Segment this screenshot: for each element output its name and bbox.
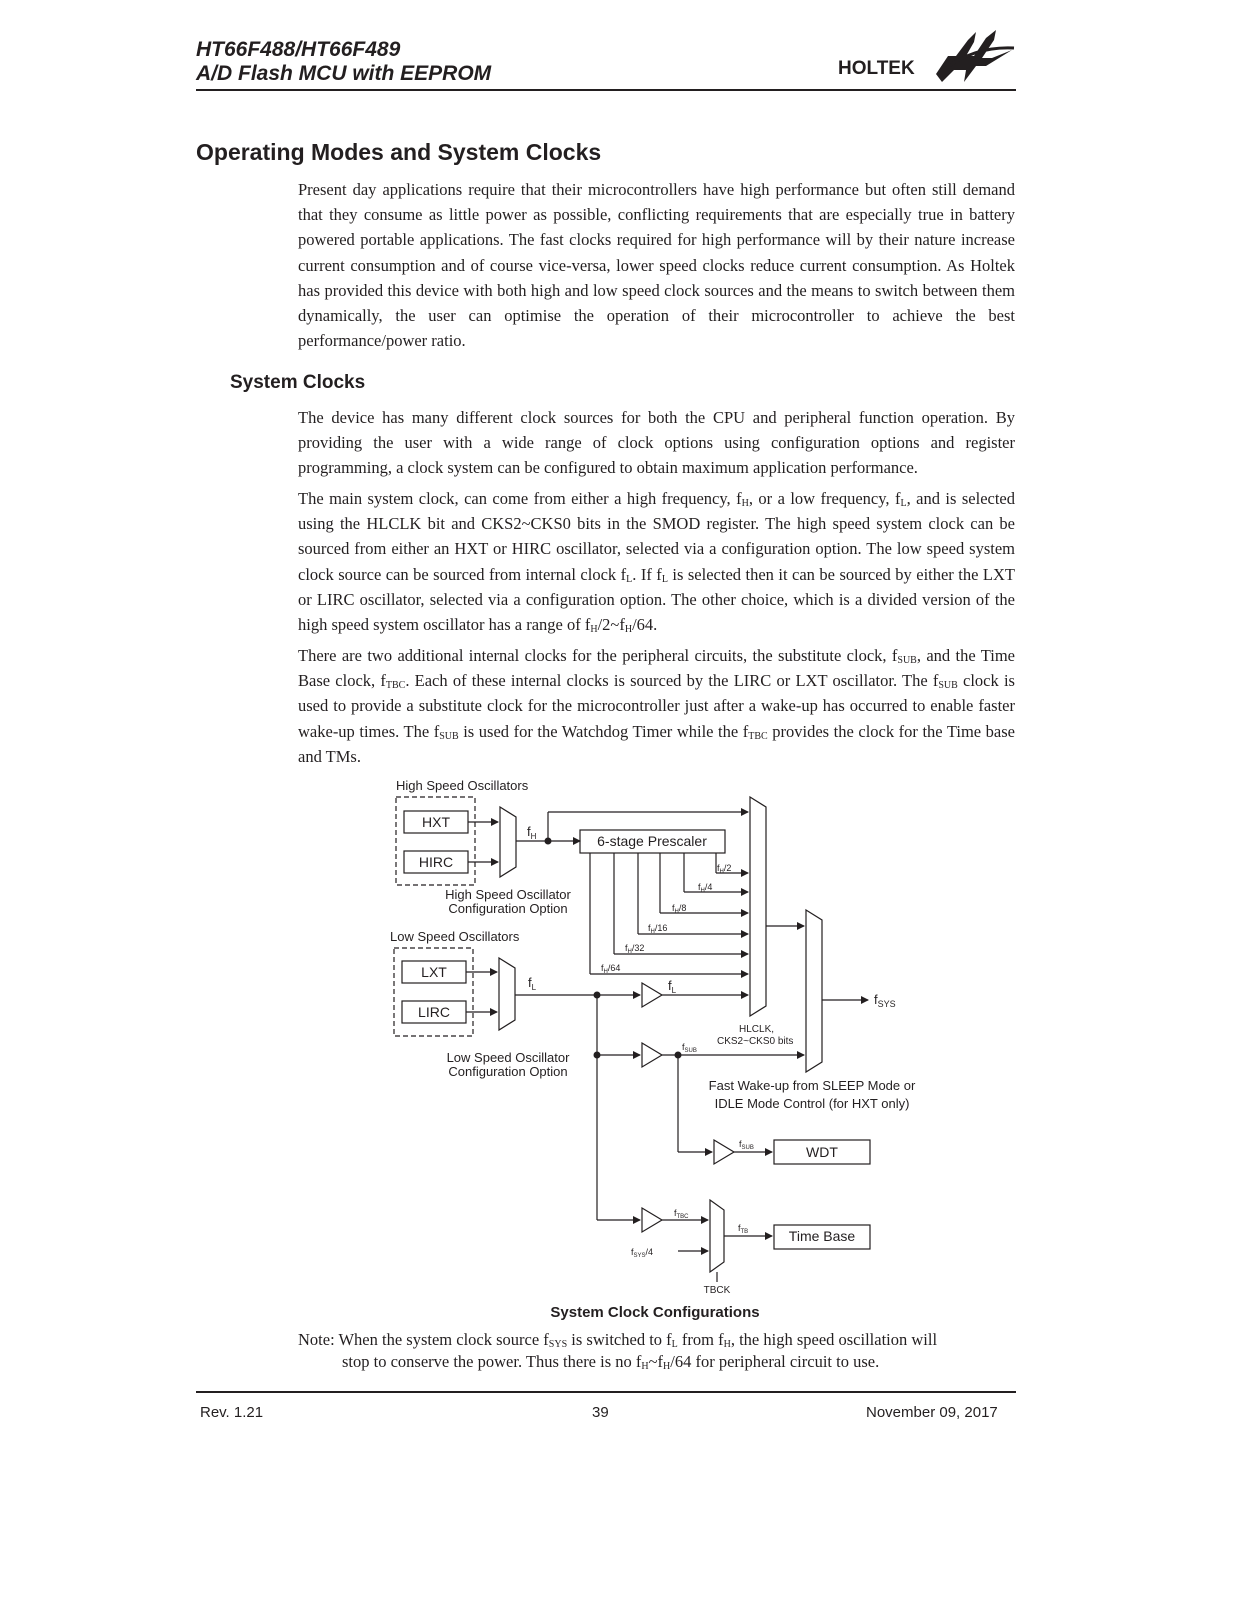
ls-config-line2: Configuration Option (448, 1064, 568, 1079)
paragraph-main-system-clock: The main system clock, can come from either a high frequency, $f_H$, or a low frequency, $f_L$, and is selected using the HLCLK bit and CKS2~CKS0 bits in the SMOD register. The high speed system clock can be sourced from either an HXT or HIRC oscillator, selected via a configuration option. The low speed system clock source can be sourced from internal clock $f_L$. If $f_L$ is selected then it can be sourced by either the LXT or LIRC oscillator, selected via a configuration option. The other choice, which is a divided version of the high speed system oscillator has a range of $f_H/2\sim f_H/64$. (298, 489, 1015, 636)
section-title: Operating Modes and System Clocks (196, 139, 602, 165)
wakeup-line1: Fast Wake-up from SLEEP Mode or (708, 1078, 916, 1093)
wdt-label: WDT (806, 1144, 838, 1160)
subsection-title: System Clocks (230, 372, 366, 393)
prescaler-label: 6-stage Prescaler (597, 833, 707, 849)
footer-page-number: 39 (592, 1404, 609, 1421)
fsub-label: $f_{SUB}$ (682, 1042, 697, 1054)
div64-label: $f_H/64$ (601, 963, 621, 975)
hs-config-line2: Configuration Option (448, 901, 568, 916)
header-part-number: HT66F488/HT66F489 (196, 38, 401, 61)
wdt-buffer (714, 1140, 734, 1164)
div4-label: $f_H/4$ (698, 882, 713, 894)
fl-label-buffer: $f_L$ (668, 978, 677, 995)
hs-config-line1: High Speed Oscillator (445, 887, 571, 902)
high-speed-group-box (396, 797, 475, 885)
fsub-wdt-label: $f_{SUB}$ (739, 1139, 754, 1151)
high-speed-group-label: High Speed Oscillators (396, 778, 529, 793)
hxt-label: HXT (422, 814, 450, 830)
paragraph-clock-sources: The device has many different clock sources for both the CPU and peripheral function operation. By providing the user with a wide range of clock options using configuration options and register programming, a clock system can be configured to obtain maximum application performance. (298, 408, 1015, 478)
div2-label: $f_H/2$ (717, 863, 732, 875)
low-speed-group-label: Low Speed Oscillators (390, 929, 520, 944)
lirc-label: LIRC (418, 1004, 450, 1020)
lxt-label: LXT (421, 964, 447, 980)
fh-label: $f_H$ (527, 824, 537, 841)
ls-config-line1: Low Speed Oscillator (446, 1050, 570, 1065)
system-clock-mux (750, 797, 766, 1016)
paragraph-internal-clocks: There are two additional internal clocks for the peripheral circuits, the substitute clock, $f_{SUB}$, and the Time Base clock, $f_{TBC}$. Each of these internal clocks is sourced by the LIRC or LXT oscillator. The $f_{SUB}$ clock is used to provide a substitute clock for the microcontroller just after a wake-up has occurred to enable faster wake-up times. The $f_{SUB}$ is used for the Watchdog Timer while the $f_{TBC}$ provides the clock for the Time base and TMs. (298, 646, 1015, 766)
logo-text: HOLTEK (838, 58, 915, 79)
div16-label: $f_H/16$ (648, 923, 668, 935)
div8-label: $f_H/8$ (672, 903, 687, 915)
header-rule (196, 89, 1016, 91)
fl-label-mux: $f_L$ (528, 975, 537, 992)
hirc-label: HIRC (418, 854, 454, 870)
footer-rule (196, 1391, 1016, 1393)
time-base-mux (710, 1200, 724, 1272)
ftbc-label: $f_{TBC}$ (674, 1208, 689, 1220)
low-speed-mux (499, 958, 515, 1030)
select-bits-line1: HLCLK, (739, 1024, 775, 1035)
holtek-logo (836, 26, 1016, 84)
fl-buffer (642, 983, 662, 1007)
wakeup-line2: IDLE Mode Control (for HXT only) (714, 1096, 910, 1111)
system-clock-diagram (380, 770, 940, 1305)
time-base-label: Time Base (788, 1228, 856, 1244)
ftbc-buffer (642, 1208, 662, 1232)
div32-label: $f_H/32$ (625, 943, 645, 955)
ftb-label: $f_{TB}$ (738, 1223, 749, 1235)
fsub-buffer (642, 1043, 662, 1067)
intro-paragraph: Present day applications require that their microcontrollers have high performance but often still demand that they consume as little power as possible, conflicting requirements that are especially true in battery powered portable applications. The fast clocks required for high performance will by their nature increase current consumption and of course vice-versa, lower speed clocks reduce current consumption. As Holtek has provided this device with both high and low speed clock sources and the means to switch between them dynamically, the user can optimise the operation of their microcontroller to achieve the best performance/power ratio. (298, 180, 1015, 351)
high-speed-mux (500, 807, 516, 877)
note: Note: When the system clock source $f_{SYS}$ is switched to $f_L$ from $f_H$, the high speed oscillation will stop to conserve the power. Thus there is no $f_H\sim f_H/64$ for peripheral circuit to use. (298, 1330, 938, 1372)
tbck-label: TBCK (703, 1285, 731, 1296)
figure-caption: System Clock Configurations (550, 1304, 760, 1321)
fsys-label: $f_{SYS}$ (874, 992, 896, 1009)
document-header (196, 38, 491, 86)
footer-revision: Rev. 1.21 (200, 1404, 264, 1421)
fsys4-label: $f_{SYS}/4$ (631, 1247, 654, 1259)
select-bits-line2: CKS2~CKS0 bits (717, 1036, 794, 1047)
wakeup-mux (806, 910, 822, 1072)
header-subtitle: A/D Flash MCU with EEPROM (196, 62, 492, 85)
footer-date: November 09, 2017 (866, 1404, 998, 1421)
